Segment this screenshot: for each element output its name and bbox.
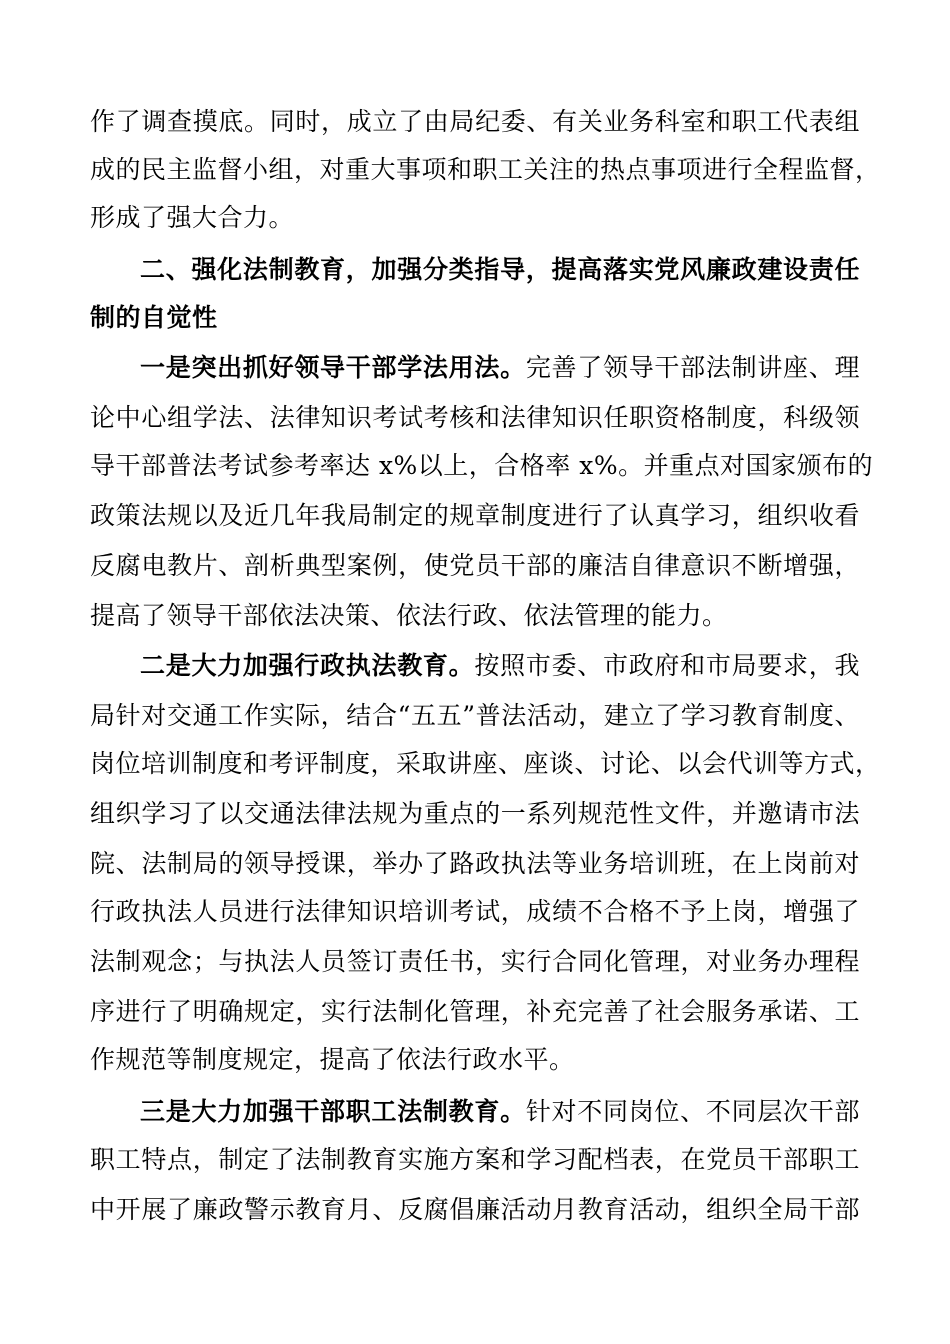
text-line: 形成了强大合力。 — [90, 203, 295, 232]
text-line: 法制观念；与执法人员签订责任书，实行合同化管理，对业务办理程 — [90, 947, 860, 976]
text-line: 政策法规以及近几年我局制定的规章制度进行了认真学习，组织收看 — [90, 501, 860, 530]
lead-in-bold: 一是突出抓好领导干部学法用法。 — [140, 353, 526, 382]
text-line: 组织学习了以交通法律法规为重点的一系列规范性文件，并邀请市法 — [90, 799, 860, 828]
text-line: 成的民主监督小组，对重大事项和职工关注的热点事项进行全程监督， — [90, 155, 881, 184]
paragraph-text: 按照市委、市政府和市局要求，我 — [474, 651, 860, 680]
text-line: 反腐电教片、剖析典型案例，使党员干部的廉洁自律意识不断增强， — [90, 551, 860, 580]
text-line: 序进行了明确规定，实行法制化管理，补充完善了社会服务承诺、工 — [90, 997, 860, 1026]
paragraph-first-line — [140, 344, 860, 392]
paragraph-first-line — [140, 1088, 860, 1136]
lead-in-bold: 三是大力加强干部职工法制教育。 — [140, 1097, 526, 1126]
text-line: 职工特点，制定了法制教育实施方案和学习配档表，在党员干部职工 — [90, 1145, 860, 1174]
paragraph-first-line — [140, 642, 860, 690]
text-line: 行政执法人员进行法律知识培训考试，成绩不合格不予上岗，增强了 — [90, 897, 860, 926]
section-heading: 二、强化法制教育，加强分类指导，提高落实党风廉政建设责任 — [140, 255, 860, 284]
text-line: 导干部普法考试参考率达 x%以上，合格率 x%。并重点对国家颁布的 — [90, 451, 874, 480]
text-line: 岗位培训制度和考评制度，采取讲座、座谈、讨论、以会代训等方式， — [90, 749, 881, 778]
text-line: 提高了领导干部依法决策、依法行政、依法管理的能力。 — [90, 601, 728, 630]
lead-in-bold: 二是大力加强行政执法教育。 — [140, 651, 475, 680]
text-line: 院、法制局的领导授课，举办了路政执法等业务培训班，在上岗前对 — [90, 849, 860, 878]
text-line: 中开展了廉政警示教育月、反腐倡廉活动月教育活动，组织全局干部 — [90, 1195, 860, 1224]
text-line: 局针对交通工作实际，结合“五五”普法活动，建立了学习教育制度、 — [90, 701, 860, 730]
text-line: 作了调查摸底。同时，成立了由局纪委、有关业务科室和职工代表组 — [90, 107, 860, 136]
paragraph-text: 针对不同岗位、不同层次干部 — [525, 1097, 860, 1126]
section-heading-continued: 制的自觉性 — [90, 303, 218, 332]
paragraph-text: 完善了领导干部法制讲座、理 — [525, 353, 860, 382]
text-line: 作规范等制度规定，提高了依法行政水平。 — [90, 1045, 575, 1074]
text-line: 论中心组学法、法律知识考试考核和法律知识任职资格制度，科级领 — [90, 403, 860, 432]
